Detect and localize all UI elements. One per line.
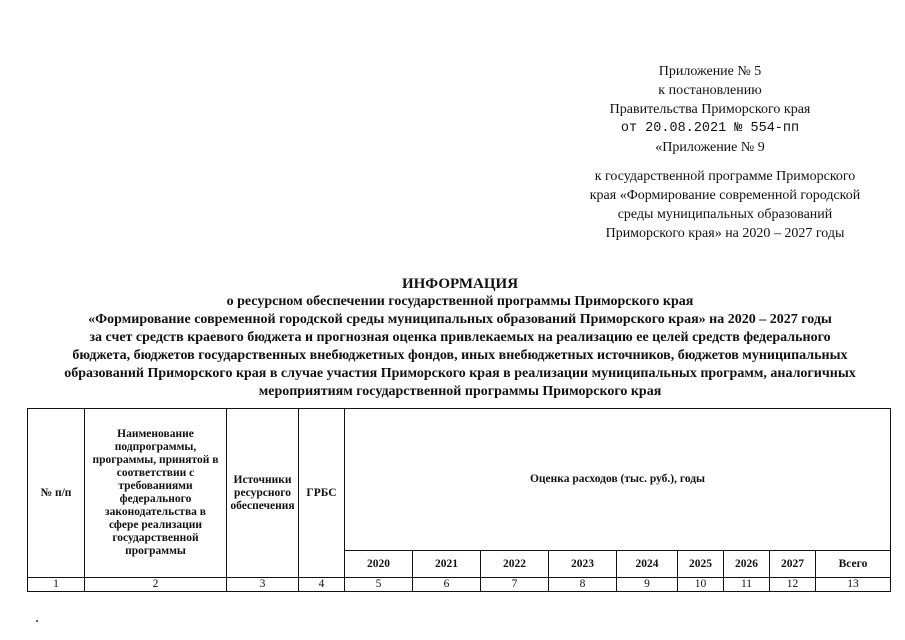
- appendix-line-2: к постановлению: [658, 83, 762, 98]
- heading-line-1: о ресурсном обеспечении государственной программы Приморского края: [226, 294, 694, 309]
- program-reference: [560, 167, 890, 243]
- appendix-date-number: от 20.08.2021 № 554-пп: [620, 121, 800, 136]
- column-number: 12: [770, 578, 816, 592]
- appendix-block: [560, 62, 860, 157]
- header-year: 2024: [617, 551, 678, 578]
- header-year: 2027: [770, 551, 816, 578]
- column-number: 3: [227, 578, 299, 592]
- appendix-line-5: «Приложение № 9: [655, 140, 765, 155]
- program-line-1: к государственной программе Приморского: [594, 169, 856, 184]
- scan-speck: [36, 620, 38, 622]
- program-line-3: среды муниципальных образований: [617, 207, 833, 222]
- column-number: 11: [724, 578, 770, 592]
- column-number: 5: [345, 578, 413, 592]
- header-year: 2023: [549, 551, 617, 578]
- header-name: Наименование подпрограммы, программы, принятой в соответствии с требованиями федерального законодательства в сфере реализации государственной программы: [85, 409, 227, 578]
- header-estimate: Оценка расходов (тыс. руб.), годы: [345, 409, 891, 551]
- resource-table: [27, 408, 891, 592]
- document-heading: [30, 275, 890, 401]
- program-line-4: Приморского края» на 2020 – 2027 годы: [605, 226, 845, 241]
- heading-line-4: бюджета, бюджетов государственных внебюджетных фондов, иных внебюджетных источников, бюджетов муниципальных: [72, 348, 848, 363]
- column-number: 1: [28, 578, 85, 592]
- header-year: 2022: [481, 551, 549, 578]
- document-title: ИНФОРМАЦИЯ: [401, 276, 519, 292]
- header-grbs: ГРБС: [299, 409, 345, 578]
- header-number: № п/п: [28, 409, 85, 578]
- header-year: 2025: [678, 551, 724, 578]
- column-number: 9: [617, 578, 678, 592]
- heading-line-6: мероприятиям государственной программы Приморского края: [258, 384, 662, 399]
- column-number: 7: [481, 578, 549, 592]
- header-total: Всего: [816, 551, 891, 578]
- column-number: 2: [85, 578, 227, 592]
- header-year: 2021: [413, 551, 481, 578]
- appendix-line-1: Приложение № 5: [658, 64, 762, 79]
- program-line-2: края «Формирование современной городской: [589, 188, 861, 203]
- heading-line-5: образований Приморского края в случае участия Приморского края в реализации муниципальных программ, аналогичных: [64, 366, 856, 381]
- heading-line-2: «Формирование современной городской среды муниципальных образований Приморского края» на 2020 – 2027 годы: [88, 312, 832, 327]
- column-number: 10: [678, 578, 724, 592]
- header-year: 2026: [724, 551, 770, 578]
- header-sources: Источники ресурсного обеспечения: [227, 409, 299, 578]
- column-number: 4: [299, 578, 345, 592]
- appendix-line-3: Правительства Приморского края: [609, 102, 811, 117]
- column-number: 13: [816, 578, 891, 592]
- header-year: 2020: [345, 551, 413, 578]
- column-number: 8: [549, 578, 617, 592]
- heading-line-3: за счет средств краевого бюджета и прогнозная оценка привлекаемых на реализацию ее целей средств федерального: [89, 330, 831, 345]
- column-number: 6: [413, 578, 481, 592]
